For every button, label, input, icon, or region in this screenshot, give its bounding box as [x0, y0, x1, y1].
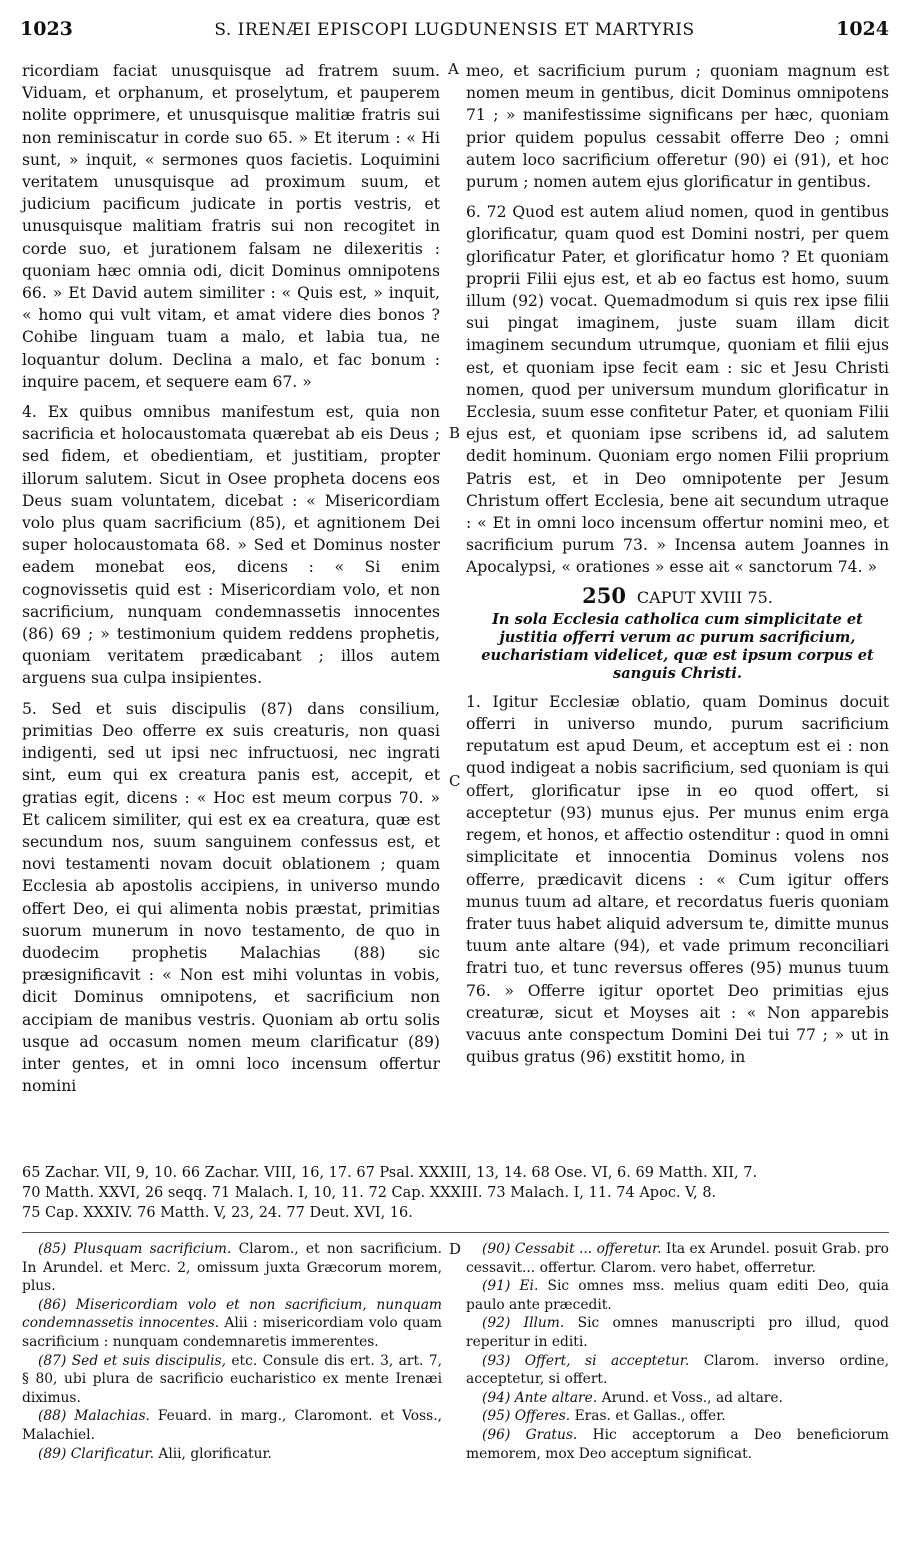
scripture-references — [22, 1163, 889, 1223]
reference-line: 75 Cap. XXXIV. 76 Matth. V, 23, 24. 77 Deut. XVI, 16. — [22, 1205, 413, 1221]
footnote-text: Eras. et Gallas., offer. — [570, 1408, 726, 1425]
footnote — [22, 1352, 442, 1408]
chapter-title: CAPUT XVIII 75. — [636, 587, 773, 607]
footnote — [466, 1352, 889, 1389]
left-column — [22, 60, 440, 1097]
footnote-text: Sic omnes manuscripti pro illud, quod reperitur in editi. — [466, 1315, 889, 1350]
margin-letter-b: B — [449, 424, 461, 442]
chapter-heading — [466, 582, 889, 609]
footnote-text: Arund. et Voss., ad altare. — [597, 1389, 783, 1406]
footnote — [466, 1240, 889, 1277]
footnotes-left — [22, 1240, 442, 1463]
footnote-text: Feuard. in marg., Claromont. et Voss., Malachiel. — [22, 1408, 442, 1443]
reference-line: 70 Matth. XXVI, 26 seqq. 71 Malach. I, 10, 11. 72 Cap. XXXIII. 73 Malach. I, 11. 74 Apoc. V, 8. — [22, 1185, 717, 1201]
footnote-text: etc. Consule dis ert. 3, art. 7, § 80, ubi plura de sacrificio eucharistico ex mente Irenæi diximus. — [22, 1352, 442, 1406]
footnote — [466, 1407, 889, 1426]
footnote-lemma: (92) Illum. — [482, 1315, 565, 1332]
reference-line: 65 Zachar. VII, 9, 10. 66 Zachar. VIII, 16, 17. 67 Psal. XXXIII, 13, 14. 68 Ose. VI, 6. 69 Matth. XII, 7. — [22, 1165, 758, 1181]
page-header — [20, 18, 889, 48]
footnote-text: Hic acceptorum a Deo beneficiorum memorem, mox Deo acceptum significat. — [466, 1426, 889, 1462]
chapter-summary: In sola Ecclesia catholica cum simplicitate et justitia offerri verum ac purum sacrificium, eucharistiam videlicet, quæ est ipsum corpus et sanguis Christi. — [481, 610, 874, 682]
footnote-lemma: (86) Misericordiam volo et non sacrificium, nunquam condemnassetis innocentes. — [22, 1296, 442, 1332]
footnote — [466, 1314, 889, 1351]
margin-letter-d: D — [449, 1240, 462, 1258]
footnote-lemma: (87) Sed et suis discipulis, — [38, 1352, 226, 1369]
footnote-text: Clarom., et non sacrificium. In Arundel. et Merc. 2, omissum juxta Græcorum morem, plus. — [22, 1241, 442, 1295]
footnote-lemma: (96) Gratus. — [482, 1426, 578, 1443]
footnotes-right — [466, 1240, 889, 1463]
footnote-text: Alii : misericordiam volo quam sacrificium : nunquam condemnaretis immerentes. — [22, 1315, 442, 1350]
footnote-lemma: (85) Plusquam sacrificium. — [38, 1241, 232, 1257]
chapter-number: 250 — [582, 582, 626, 608]
paragraph: 4. Ex quibus omnibus manifestum est, quia non sacrificia et holocaustomata quærebat ab eis Deus ; sed fidem, et obedientiam, et justitiam, propter illorum salutem. Sicut in Osee propheta docens eos Deus suam voluntatem, dicebat : « Misericordiam volo plus quam sacrificium (85), et agnitionem Dei super holocaustomata 68. » Sed et Dominus noster eadem monebat eos, dicens : « Si enim cognovissetis quid est : Misericordiam volo, et non sacrificium, nunquam condemnassetis innocentes (86) 69 ; » testimonium quidem reddens prophetis, quoniam veritatem prædicabant ; illos autem arguens sua culpa insipientes. — [22, 403, 440, 688]
footnote-lemma: (88) Malachias. — [38, 1408, 150, 1425]
footnote — [466, 1389, 889, 1408]
footnote-lemma: (93) Offert, si acceptetur. — [482, 1352, 690, 1369]
footnote-text: Alii, glorificatur. — [153, 1445, 272, 1462]
page-number-right: 1024 — [836, 18, 889, 40]
margin-letter-a: A — [448, 60, 459, 78]
footnote-text: Clarom. inverso ordine, acceptetur, si offert. — [466, 1352, 890, 1388]
footnote — [22, 1296, 442, 1352]
footnote-divider — [22, 1232, 889, 1233]
footnote — [22, 1445, 442, 1464]
footnote-text: Ita ex Arundel. posuit Grab. pro cessavit... offertur. Clarom. vero habet, offerretur. — [466, 1241, 889, 1276]
footnote-lemma: (95) Offeres. — [482, 1408, 571, 1425]
footnote-lemma: (94) Ante altare. — [482, 1389, 598, 1406]
footnote — [466, 1426, 889, 1463]
footnote-text: Sic omnes mss. melius quam editi Deo, quia paulo ante præcedit. — [466, 1278, 889, 1313]
paragraph: meo, et sacrificium purum ; quoniam magnum est nomen meum in gentibus, dicit Dominus omnipotens 71 ; » manifestissime significans per hæc, quoniam prior quidem populus cessabit offerre Deo ; omni autem loco sacrificium offeretur (90) ei (91), et hoc purum ; nomen autem ejus glorificatur in gentibus. — [466, 62, 889, 192]
margin-letter-c: C — [449, 772, 461, 790]
footnote-lemma: (90) Cessabit ... offeretur. — [482, 1241, 662, 1257]
running-title: S. IRENÆI EPISCOPI LUGDUNENSIS ET MARTYRIS — [214, 20, 695, 40]
footnote-lemma: (91) Ei. — [482, 1278, 539, 1295]
paragraph: ricordiam faciat unusquisque ad fratrem suum. Viduam, et orphanum, et proselytum, et pauperem nolite opprimere, et unusquisque malitiæ fratris sui non reminiscatur in corde suo 65. » Et iterum : « Hi sunt, » inquit, « sermones quos facietis. Loquimini veritatem unusquisque ad proximum suum, et judicium pacificum judicate in portis vestris, et unusquisque malitiam fratris sui non recogitet in corde suo, et jurationem falsam ne dilexeritis : quoniam hæc omnia odi, dicit Dominus omnipotens 66. » Et David autem similiter : « Quis est, » inquit, « homo qui vult vitam, et amat videre dies bonos ? Cohibe linguam tuam a malo, et labia tua, ne loquantur dolum. Declina a malo, et fac bonum : inquire pacem, et sequere eam 67. » — [22, 62, 440, 391]
right-column — [466, 60, 889, 1068]
footnote — [466, 1277, 889, 1314]
footnote-lemma: (89) Clarificatur. — [38, 1445, 154, 1462]
paragraph: 6. 72 Quod est autem aliud nomen, quod in gentibus glorificatur, quam quod est Domini nostri, per quem glorificatur Pater, et glorificatur homo ? Et quoniam proprii Filii ejus est, et ab eo factus est homo, suum illum (92) vocat. Quemadmodum si quis rex ipse filii sui pingat imaginem, juste suam illam dicit imaginem secundum utrumque, quoniam et filii ejus est, et quoniam ipse fecit eam : sic et Jesu Christi nomen, quod per universum mundum glorificatur in Ecclesia, suum esse confitetur Pater, et quoniam Filii ejus est, et quoniam ipse scribens id, ad salutem dedit hominum. Quoniam ergo nomen Filii proprium Patris est, et in Deo omnipotente per Jesum Christum offert Ecclesia, bene ait secundum utraque : « Et in omni loco incensum offertur nomini meo, et sacrificium purum 73. » Incensa autem Joannes in Apocalypsi, « orationes » esse ait « sanctorum 74. » — [466, 203, 889, 577]
paragraph: 5. Sed et suis discipulis (87) dans consilium, primitias Deo offerre ex suis creaturis, non quasi indigenti, sed ut ipsi nec infructuosi, nec ingrati sint, eum qui ex creatura panis est, accepit, et gratias egit, dicens : « Hoc est meum corpus 70. » Et calicem similiter, qui est ex ea creatura, quæ est secundum nos, suum sanguinem confessus est, et novi testamenti novam docuit oblationem ; quam Ecclesia ab apostolis accipiens, in universo mundo offert Deo, ei qui alimenta nobis præstat, primitias suorum munerum in novo testamento, de quo in duodecim prophetis Malachias (88) sic præsignificavit : « Non est mihi voluntas in vobis, dicit Dominus omnipotens, et sacrificium non accipiam de manibus vestris. Quoniam ab ortu solis usque ad occasum nomen meum clarificatur (89) inter gentes, et in omni loco incensum offertur nomini — [22, 699, 440, 1096]
page-number-left: 1023 — [20, 18, 73, 40]
footnote — [22, 1240, 442, 1296]
paragraph: 1. Igitur Ecclesiæ oblatio, quam Dominus docuit offerri in universo mundo, purum sacrificium reputatum est apud Deum, et acceptum est ei : non quod indigeat a nobis sacrificium, sed quoniam is qui offert, glorificatur ipse in eo quod offert, si acceptetur (93) munus ejus. Per munus enim erga regem, et honos, et affectio ostenditur : quod in omni simplicitate et innocentia Dominus volens nos offerre, prædicavit dicens : « Cum igitur offers munus tuum ad altare, et recordatus fueris quoniam frater tuus habet aliquid adversum te, dimitte munus tuum ante altare (94), et vade primum reconciliari fratri tuo, et tunc reversus offeres (95) munus tuum 76. » Offerre igitur oportet Deo primitias ejus creaturæ, sicut et Moyses ait : « Non apparebis vacuus ante conspectum Domini Dei tui 77 ; » ut in quibus gratus (96) exstitit homo, in — [466, 692, 889, 1067]
footnote — [22, 1407, 442, 1444]
